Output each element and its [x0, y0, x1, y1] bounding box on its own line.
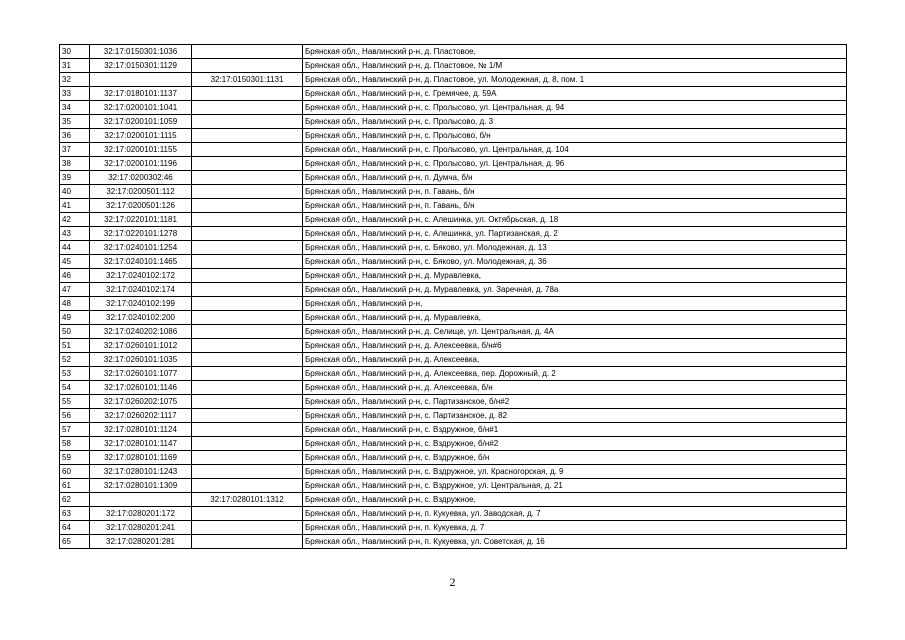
table-row [60, 185, 847, 199]
address-cell: Брянская обл., Навлинский р-н, с. Бяково, ул. Молодежная, д. 36 [303, 255, 847, 269]
cadastral-number-cell: 32:17:0200101:1196 [90, 157, 192, 171]
row-number-cell: 57 [60, 423, 90, 437]
address-cell: Брянская обл., Навлинский р-н, с. Вздружное, ул. Центральная, д. 21 [303, 479, 847, 493]
related-cadastral-number-cell [192, 451, 303, 465]
table-row [60, 507, 847, 521]
related-cadastral-number-cell [192, 87, 303, 101]
table-row [60, 129, 847, 143]
row-number-cell: 40 [60, 185, 90, 199]
table-row [60, 59, 847, 73]
related-cadastral-number-cell [192, 381, 303, 395]
address-cell: Брянская обл., Навлинский р-н, с. Пролысово, д. 3 [303, 115, 847, 129]
row-number-cell: 32 [60, 73, 90, 87]
address-cell: Брянская обл., Навлинский р-н, д. Пластовое, № 1/М [303, 59, 847, 73]
row-number-cell: 30 [60, 45, 90, 59]
row-number-cell: 63 [60, 507, 90, 521]
page-number: 2 [449, 575, 456, 589]
table-row [60, 255, 847, 269]
related-cadastral-number-cell [192, 59, 303, 73]
related-cadastral-number-cell [192, 367, 303, 381]
table-row [60, 297, 847, 311]
related-cadastral-number-cell [192, 535, 303, 549]
row-number-cell: 39 [60, 171, 90, 185]
cadastral-number-cell: 32:17:0280101:1147 [90, 437, 192, 451]
related-cadastral-number-cell [192, 227, 303, 241]
table-row [60, 479, 847, 493]
related-cadastral-number-cell [192, 339, 303, 353]
related-cadastral-number-cell [192, 45, 303, 59]
cadastral-number-cell: 32:17:0260101:1035 [90, 353, 192, 367]
cadastral-number-cell: 32:17:0200101:1115 [90, 129, 192, 143]
related-cadastral-number-cell [192, 143, 303, 157]
table-row [60, 521, 847, 535]
cadastral-number-cell: 32:17:0240101:1254 [90, 241, 192, 255]
address-cell: Брянская обл., Навлинский р-н, д. Муравлевка, [303, 269, 847, 283]
address-cell: Брянская обл., Навлинский р-н, п. Кукуевка, ул. Советская, д. 16 [303, 535, 847, 549]
row-number-cell: 50 [60, 325, 90, 339]
table-row [60, 493, 847, 507]
row-number-cell: 37 [60, 143, 90, 157]
row-number-cell: 55 [60, 395, 90, 409]
related-cadastral-number-cell [192, 353, 303, 367]
registry-table-body [60, 45, 847, 549]
table-row [60, 409, 847, 423]
row-number-cell: 34 [60, 101, 90, 115]
cadastral-number-cell: 32:17:0240102:200 [90, 311, 192, 325]
address-cell: Брянская обл., Навлинский р-н, д. Пластовое, ул. Молодежная, д. 8, пом. 1 [303, 73, 847, 87]
related-cadastral-number-cell [192, 157, 303, 171]
table-row [60, 437, 847, 451]
related-cadastral-number-cell [192, 507, 303, 521]
related-cadastral-number-cell [192, 423, 303, 437]
address-cell: Брянская обл., Навлинский р-н, с. Вздружное, б/н#1 [303, 423, 847, 437]
row-number-cell: 54 [60, 381, 90, 395]
address-cell: Брянская обл., Навлинский р-н, с. Пролысово, ул. Центральная, д. 94 [303, 101, 847, 115]
address-cell: Брянская обл., Навлинский р-н, с. Алешинка, ул. Октябрьская, д. 18 [303, 213, 847, 227]
table-row [60, 45, 847, 59]
row-number-cell: 52 [60, 353, 90, 367]
property-registry-table [59, 44, 847, 549]
table-row [60, 115, 847, 129]
address-cell: Брянская обл., Навлинский р-н, с. Пролысово, б/н [303, 129, 847, 143]
cadastral-number-cell: 32:17:0260202:1117 [90, 409, 192, 423]
related-cadastral-number-cell [192, 283, 303, 297]
related-cadastral-number-cell [192, 269, 303, 283]
table-row [60, 171, 847, 185]
address-cell: Брянская обл., Навлинский р-н, п. Думча, б/н [303, 171, 847, 185]
row-number-cell: 47 [60, 283, 90, 297]
table-row [60, 213, 847, 227]
cadastral-number-cell [90, 73, 192, 87]
table-row [60, 283, 847, 297]
table-row [60, 535, 847, 549]
address-cell: Брянская обл., Навлинский р-н, с. Бяково, ул. Молодежная, д. 13 [303, 241, 847, 255]
related-cadastral-number-cell [192, 395, 303, 409]
address-cell: Брянская обл., Навлинский р-н, д. Муравлевка, [303, 311, 847, 325]
address-cell: Брянская обл., Навлинский р-н, п. Гавань, б/н [303, 185, 847, 199]
table-row [60, 87, 847, 101]
row-number-cell: 36 [60, 129, 90, 143]
table-row [60, 73, 847, 87]
row-number-cell: 31 [60, 59, 90, 73]
cadastral-number-cell: 32:17:0200501:126 [90, 199, 192, 213]
row-number-cell: 65 [60, 535, 90, 549]
address-cell: Брянская обл., Навлинский р-н, д. Алексеевка, пер. Дорожный, д. 2 [303, 367, 847, 381]
row-number-cell: 59 [60, 451, 90, 465]
row-number-cell: 33 [60, 87, 90, 101]
address-cell: Брянская обл., Навлинский р-н, д. Пластовое, [303, 45, 847, 59]
cadastral-number-cell: 32:17:0260101:1077 [90, 367, 192, 381]
address-cell: Брянская обл., Навлинский р-н, п. Кукуевка, д. 7 [303, 521, 847, 535]
related-cadastral-number-cell [192, 101, 303, 115]
table-row [60, 227, 847, 241]
table-row [60, 269, 847, 283]
cadastral-number-cell: 32:17:0200101:1155 [90, 143, 192, 157]
related-cadastral-number-cell [192, 241, 303, 255]
related-cadastral-number-cell [192, 311, 303, 325]
related-cadastral-number-cell [192, 171, 303, 185]
address-cell: Брянская обл., Навлинский р-н, д. Селище, ул. Центральная, д. 4А [303, 325, 847, 339]
cadastral-number-cell: 32:17:0280101:1124 [90, 423, 192, 437]
related-cadastral-number-cell [192, 465, 303, 479]
address-cell: Брянская обл., Навлинский р-н, с. Партизанское, д. 82 [303, 409, 847, 423]
cadastral-number-cell: 32:17:0280101:1309 [90, 479, 192, 493]
address-cell: Брянская обл., Навлинский р-н, с. Пролысово, ул. Центральная, д. 96 [303, 157, 847, 171]
related-cadastral-number-cell [192, 325, 303, 339]
table-row [60, 311, 847, 325]
row-number-cell: 45 [60, 255, 90, 269]
table-row [60, 395, 847, 409]
table-row [60, 367, 847, 381]
table-row [60, 143, 847, 157]
cadastral-number-cell: 32:17:0180101:1137 [90, 87, 192, 101]
cadastral-number-cell: 32:17:0200501:112 [90, 185, 192, 199]
table-row [60, 339, 847, 353]
row-number-cell: 48 [60, 297, 90, 311]
cadastral-number-cell: 32:17:0240102:199 [90, 297, 192, 311]
table-row [60, 353, 847, 367]
address-cell: Брянская обл., Навлинский р-н, д. Алексеевка, б/н [303, 381, 847, 395]
table-row [60, 157, 847, 171]
cadastral-number-cell: 32:17:0240101:1465 [90, 255, 192, 269]
table-row [60, 465, 847, 479]
related-cadastral-number-cell [192, 409, 303, 423]
table-row [60, 381, 847, 395]
cadastral-number-cell: 32:17:0240102:174 [90, 283, 192, 297]
cadastral-number-cell: 32:17:0150301:1129 [90, 59, 192, 73]
cadastral-number-cell: 32:17:0150301:1036 [90, 45, 192, 59]
row-number-cell: 61 [60, 479, 90, 493]
cadastral-number-cell: 32:17:0200101:1059 [90, 115, 192, 129]
row-number-cell: 58 [60, 437, 90, 451]
table-row [60, 199, 847, 213]
related-cadastral-number-cell [192, 199, 303, 213]
related-cadastral-number-cell [192, 115, 303, 129]
cadastral-number-cell: 32:17:0280201:281 [90, 535, 192, 549]
related-cadastral-number-cell: 32:17:0280101:1312 [192, 493, 303, 507]
address-cell: Брянская обл., Навлинский р-н, п. Кукуевка, ул. Заводская, д. 7 [303, 507, 847, 521]
cadastral-number-cell: 32:17:0200101:1041 [90, 101, 192, 115]
address-cell: Брянская обл., Навлинский р-н, с. Вздружное, [303, 493, 847, 507]
cadastral-number-cell: 32:17:0260101:1012 [90, 339, 192, 353]
row-number-cell: 49 [60, 311, 90, 325]
row-number-cell: 46 [60, 269, 90, 283]
address-cell: Брянская обл., Навлинский р-н, д. Алексеевка, б/н#6 [303, 339, 847, 353]
row-number-cell: 62 [60, 493, 90, 507]
address-cell: Брянская обл., Навлинский р-н, с. Партизанское, б/н#2 [303, 395, 847, 409]
row-number-cell: 44 [60, 241, 90, 255]
address-cell: Брянская обл., Навлинский р-н, с. Гремячее, д. 59А [303, 87, 847, 101]
table-row [60, 451, 847, 465]
cadastral-number-cell: 32:17:0240202:1086 [90, 325, 192, 339]
cadastral-number-cell: 32:17:0260202:1075 [90, 395, 192, 409]
address-cell: Брянская обл., Навлинский р-н, п. Гавань, б/н [303, 199, 847, 213]
row-number-cell: 60 [60, 465, 90, 479]
cadastral-number-cell: 32:17:0220101:1181 [90, 213, 192, 227]
table-row [60, 423, 847, 437]
address-cell: Брянская обл., Навлинский р-н, д. Алексеевка, [303, 353, 847, 367]
related-cadastral-number-cell [192, 185, 303, 199]
address-cell: Брянская обл., Навлинский р-н, с. Вздружное, б/н#2 [303, 437, 847, 451]
table-row [60, 101, 847, 115]
address-cell: Брянская обл., Навлинский р-н, с. Пролысово, ул. Центральная, д. 104 [303, 143, 847, 157]
related-cadastral-number-cell [192, 479, 303, 493]
row-number-cell: 53 [60, 367, 90, 381]
cadastral-number-cell: 32:17:0280201:172 [90, 507, 192, 521]
cadastral-number-cell: 32:17:0280101:1243 [90, 465, 192, 479]
row-number-cell: 43 [60, 227, 90, 241]
cadastral-number-cell [90, 493, 192, 507]
related-cadastral-number-cell [192, 255, 303, 269]
row-number-cell: 41 [60, 199, 90, 213]
row-number-cell: 56 [60, 409, 90, 423]
related-cadastral-number-cell: 32:17:0150301:1131 [192, 73, 303, 87]
row-number-cell: 64 [60, 521, 90, 535]
address-cell: Брянская обл., Навлинский р-н, [303, 297, 847, 311]
related-cadastral-number-cell [192, 129, 303, 143]
cadastral-number-cell: 32:17:0280101:1169 [90, 451, 192, 465]
related-cadastral-number-cell [192, 297, 303, 311]
table-row [60, 325, 847, 339]
cadastral-number-cell: 32:17:0280201:241 [90, 521, 192, 535]
row-number-cell: 51 [60, 339, 90, 353]
address-cell: Брянская обл., Навлинский р-н, д. Муравлевка, ул. Заречная, д. 78а [303, 283, 847, 297]
row-number-cell: 38 [60, 157, 90, 171]
cadastral-number-cell: 32:17:0200302:46 [90, 171, 192, 185]
row-number-cell: 42 [60, 213, 90, 227]
address-cell: Брянская обл., Навлинский р-н, с. Вздружное, б/н [303, 451, 847, 465]
related-cadastral-number-cell [192, 213, 303, 227]
related-cadastral-number-cell [192, 437, 303, 451]
address-cell: Брянская обл., Навлинский р-н, с. Вздружное, ул. Красногорская, д. 9 [303, 465, 847, 479]
cadastral-number-cell: 32:17:0260101:1146 [90, 381, 192, 395]
cadastral-number-cell: 32:17:0240102:172 [90, 269, 192, 283]
cadastral-number-cell: 32:17:0220101:1278 [90, 227, 192, 241]
table-row [60, 241, 847, 255]
address-cell: Брянская обл., Навлинский р-н, с. Алешинка, ул. Партизанская, д. 2 [303, 227, 847, 241]
related-cadastral-number-cell [192, 521, 303, 535]
row-number-cell: 35 [60, 115, 90, 129]
